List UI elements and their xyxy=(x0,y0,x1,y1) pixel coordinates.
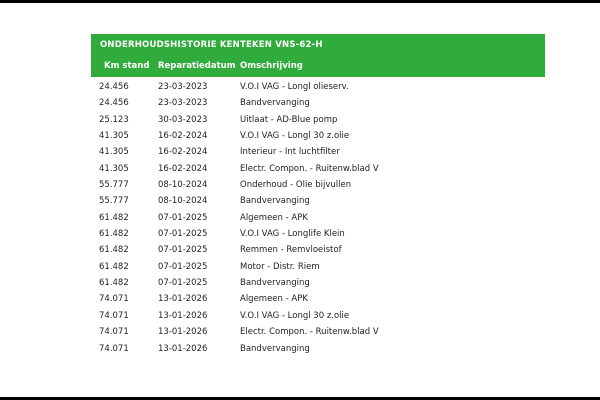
description-cell: Onderhoud - Olie bijvullen xyxy=(240,180,352,191)
date-cell: 30-03-2023 xyxy=(158,114,208,125)
date-cell: 07-01-2025 xyxy=(158,245,208,256)
table-row xyxy=(91,276,545,292)
description-cell: Bandvervanging xyxy=(240,196,310,207)
description-cell: Motor - Distr. Riem xyxy=(240,261,320,272)
table-row xyxy=(91,113,545,129)
date-cell: 07-01-2025 xyxy=(158,212,208,223)
date-cell: 07-01-2025 xyxy=(158,261,208,272)
column-header-reparatiedatum: Reparatiedatum xyxy=(158,61,236,71)
table-row xyxy=(91,227,545,243)
date-cell: 13-01-2026 xyxy=(158,343,208,354)
km-cell: 25.123 xyxy=(99,114,129,125)
km-cell: 55.777 xyxy=(99,196,129,207)
table-row xyxy=(91,309,545,325)
table-row xyxy=(91,260,545,276)
km-cell: 61.482 xyxy=(99,278,129,289)
table-row xyxy=(91,194,545,210)
date-cell: 13-01-2026 xyxy=(158,294,208,305)
table-row xyxy=(91,342,545,358)
date-cell: 16-02-2024 xyxy=(158,147,208,158)
description-cell: Uitlaat - AD-Blue pomp xyxy=(240,114,338,125)
description-cell: Bandvervanging xyxy=(240,343,310,354)
description-cell: V.O.I VAG - Longlife Klein xyxy=(240,229,345,240)
date-cell: 23-03-2023 xyxy=(158,98,208,109)
km-cell: 74.071 xyxy=(99,343,129,354)
description-cell: Algemeen - APK xyxy=(240,212,308,223)
km-cell: 74.071 xyxy=(99,310,129,321)
date-cell: 07-01-2025 xyxy=(158,229,208,240)
km-cell: 61.482 xyxy=(99,261,129,272)
table-row xyxy=(91,178,545,194)
column-header-omschrijving: Omschrijving xyxy=(240,61,303,71)
description-cell: V.O.I VAG - Longl 30 z.olie xyxy=(240,131,350,142)
km-cell: 41.305 xyxy=(99,147,129,158)
table-row xyxy=(91,292,545,308)
panel-title: ONDERHOUDSHISTORIE KENTEKEN VNS-62-H xyxy=(100,40,323,50)
km-cell: 74.071 xyxy=(99,294,129,305)
km-cell: 61.482 xyxy=(99,229,129,240)
description-cell: V.O.I VAG - Longl olieserv. xyxy=(240,82,349,92)
table-row xyxy=(91,243,545,259)
description-cell: Bandvervanging xyxy=(240,278,310,289)
km-cell: 61.482 xyxy=(99,212,129,223)
description-cell: Interieur - Int luchtfilter xyxy=(240,147,340,158)
description-cell: Algemeen - APK xyxy=(240,294,308,305)
table-row xyxy=(91,80,545,96)
table-row xyxy=(91,96,545,112)
date-cell: 07-01-2025 xyxy=(158,278,208,289)
date-cell: 16-02-2024 xyxy=(158,131,208,142)
description-cell: Electr. Compon. - Ruitenw.blad V xyxy=(240,163,379,174)
top-border xyxy=(0,0,600,3)
km-cell: 74.071 xyxy=(99,327,129,338)
table-row xyxy=(91,129,545,145)
km-cell: 41.305 xyxy=(99,131,129,142)
history-table-body xyxy=(91,77,545,358)
table-row xyxy=(91,162,545,178)
panel-header xyxy=(91,34,545,77)
km-cell: 41.305 xyxy=(99,163,129,174)
km-cell: 61.482 xyxy=(99,245,129,256)
description-cell: V.O.I VAG - Longl 30 z.olie xyxy=(240,310,350,321)
date-cell: 08-10-2024 xyxy=(158,180,208,191)
date-cell: 13-01-2026 xyxy=(158,310,208,321)
description-cell: Remmen - Remvloeistof xyxy=(240,245,342,256)
table-row xyxy=(91,211,545,227)
description-cell: Bandvervanging xyxy=(240,98,310,109)
maintenance-history-panel xyxy=(91,34,545,358)
date-cell: 08-10-2024 xyxy=(158,196,208,207)
km-cell: 24.456 xyxy=(99,98,129,109)
description-cell: Electr. Compon. - Ruitenw.blad V xyxy=(240,327,379,338)
column-header-km-stand: Km stand xyxy=(104,61,150,71)
date-cell: 13-01-2026 xyxy=(158,327,208,338)
table-row xyxy=(91,145,545,161)
date-cell: 16-02-2024 xyxy=(158,163,208,174)
table-row xyxy=(91,325,545,341)
column-headers xyxy=(91,61,545,73)
km-cell: 55.777 xyxy=(99,180,129,191)
date-cell: 23-03-2023 xyxy=(158,82,208,92)
km-cell: 24.456 xyxy=(99,82,129,92)
